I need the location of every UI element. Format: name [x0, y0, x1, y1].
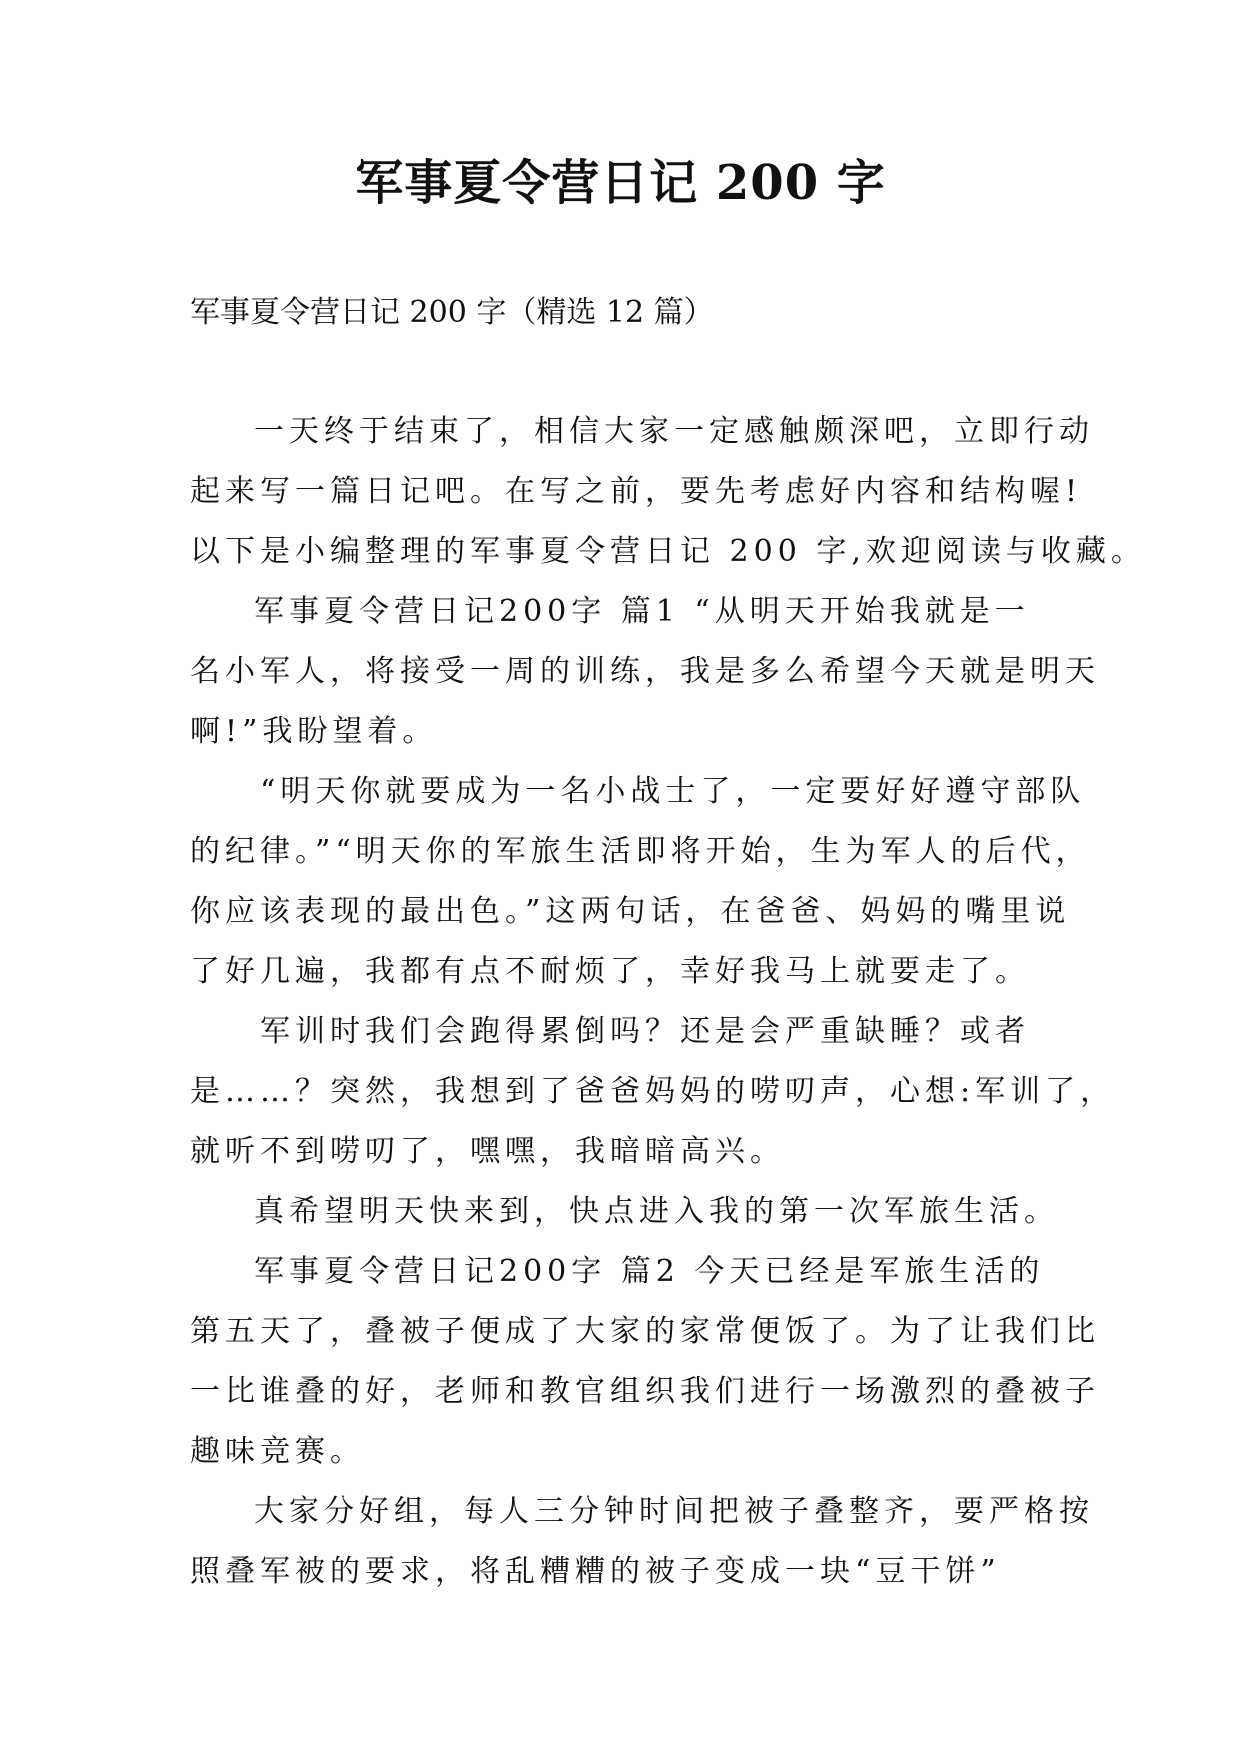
body-line: 照叠军被的要求，将乱糟糟的被子变成一块“豆干饼” — [190, 1554, 1001, 1589]
body-line: 起来写一篇日记吧。在写之前，要先考虑好内容和结构喔! — [190, 474, 1083, 509]
body-line: 军事夏令营日记200字 篇2 今天已经是军旅生活的 — [254, 1254, 1045, 1289]
body-line: 的纪律。”“明天你的军旅生活即将开始，生为军人的后代， — [190, 834, 1091, 869]
body-line: “明天你就要成为一名小战士了，一定要好好遵守部队 — [260, 774, 1086, 809]
body-line: 你应该表现的最出色。”这两句话，在爸爸、妈妈的嘴里说 — [190, 894, 1071, 929]
body-line: 军事夏令营日记200字 篇1 “从明天开始我就是一 — [254, 594, 1030, 629]
body-line: 啊!”我盼望着。 — [190, 714, 438, 749]
document-subtitle: 军事夏令营日记 200 字（精选 12 篇） — [190, 295, 714, 330]
body-line: 第五天了，叠被子便成了大家的家常便饭了。为了让我们比 — [190, 1314, 1100, 1349]
body-line: 名小军人，将接受一周的训练，我是多么希望今天就是明天 — [190, 654, 1100, 689]
body-line: 了好几遍，我都有点不耐烦了，幸好我马上就要走了。 — [190, 954, 1030, 989]
body-line: 一天终于结束了，相信大家一定感触颇深吧，立即行动 — [254, 414, 1094, 449]
body-line: 就听不到唠叨了，嘿嘿，我暗暗高兴。 — [190, 1134, 785, 1169]
body-line: 是……？突然，我想到了爸爸妈妈的唠叨声，心想:军训了， — [190, 1074, 1116, 1109]
body-line: 军训时我们会跑得累倒吗？还是会严重缺睡？或者 — [260, 1014, 1030, 1049]
body-line: 趣味竞赛。 — [190, 1434, 365, 1469]
body-line: 大家分好组，每人三分钟时间把被子叠整齐，要严格按 — [254, 1494, 1094, 1529]
body-line: 一比谁叠的好，老师和教官组织我们进行一场激烈的叠被子 — [190, 1374, 1100, 1409]
document-body — [190, 402, 1146, 1602]
page-title: 军事夏令营日记 200 字 — [355, 155, 886, 211]
body-line: 真希望明天快来到，快点进入我的第一次军旅生活。 — [254, 1194, 1059, 1229]
body-line: 以下是小编整理的军事夏令营日记 200 字,欢迎阅读与收藏。 — [190, 534, 1146, 569]
